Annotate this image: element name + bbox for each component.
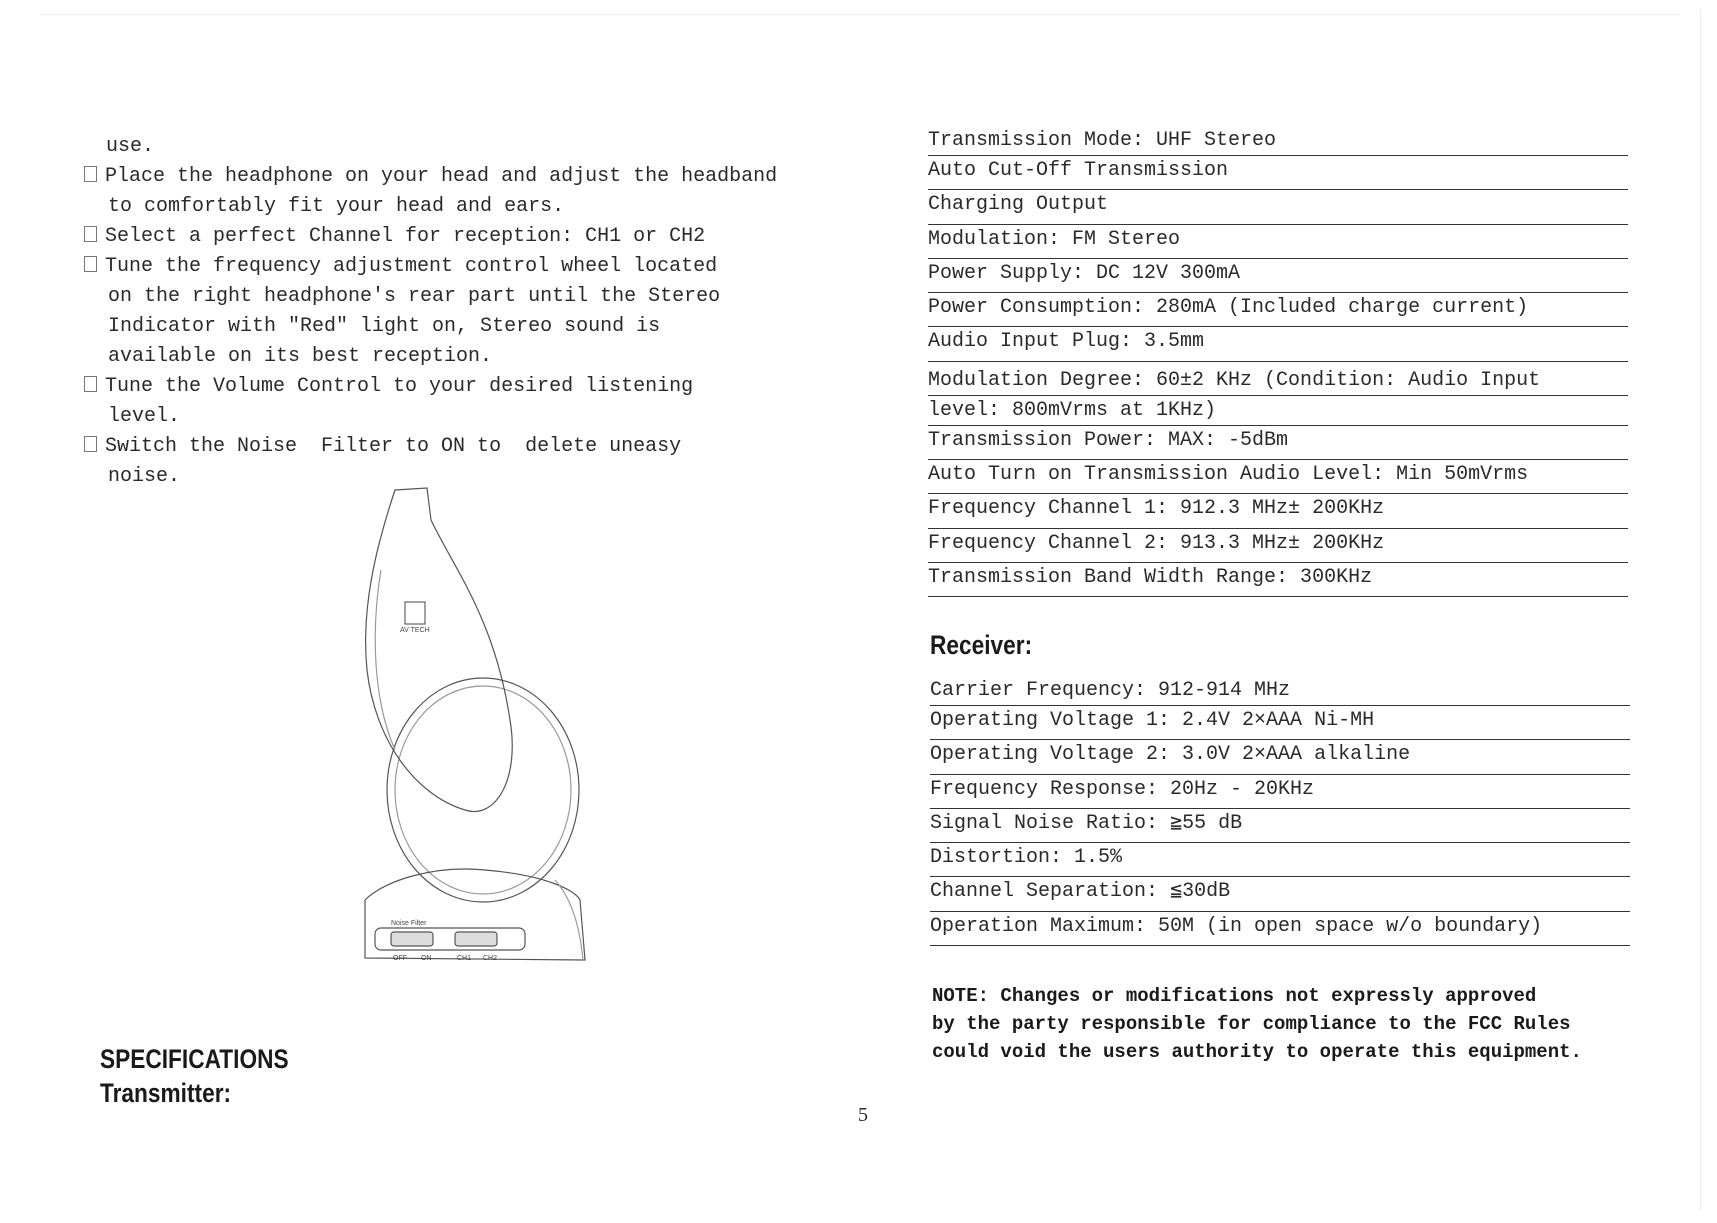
brand-logo-icon <box>405 602 425 624</box>
switch-position-label: ON <box>421 955 432 962</box>
checkbox-bullet-icon <box>84 256 97 272</box>
transmitter-heading: Transmitter: <box>100 1078 232 1108</box>
note-line: could void the users authority to operate this equipment. <box>932 1041 1582 1063</box>
instruction-item <box>84 222 804 252</box>
spec-row: Audio Input Plug: 3.5mm <box>928 327 1628 361</box>
switch-position-label: CH1 <box>457 955 472 962</box>
instruction-line: to comfortably fit your head and ears. <box>108 195 565 218</box>
spec-row: Distortion: 1.5% <box>930 843 1630 877</box>
instruction-line: Indicator with "Red" light on, Stereo sound is <box>108 315 661 338</box>
specifications-heading <box>100 1042 289 1110</box>
instruction-line: Select a perfect Channel for reception: CH1 or CH2 <box>105 225 706 248</box>
earcup-disc <box>387 678 579 902</box>
checkbox-bullet-icon <box>84 436 97 452</box>
spec-row: Auto Turn on Transmission Audio Level: Min 50mVrms <box>928 460 1628 494</box>
spec-row: Power Consumption: 280mA (Included charge current) <box>928 293 1628 327</box>
spec-row: Frequency Response: 20Hz - 20KHz <box>930 775 1630 809</box>
instruction-line: level. <box>108 405 181 428</box>
note-line: by the party responsible for compliance to the FCC Rules <box>932 1013 1571 1035</box>
receiver-spec-list <box>930 676 1630 946</box>
switch-label: Noise Filter <box>391 920 427 927</box>
instructions <box>84 132 804 492</box>
instruction-item <box>84 252 804 372</box>
instruction-continuation: use. <box>106 135 155 158</box>
spec-row-line: level: 800mVrms at 1KHz) <box>928 398 1217 422</box>
spec-row: Charging Output <box>928 190 1628 224</box>
instruction-line: Tune the frequency adjustment control wheel located <box>105 255 718 278</box>
spec-row: Auto Cut-Off Transmission <box>928 156 1628 190</box>
receiver-heading: Receiver: <box>930 630 1033 660</box>
instruction-line: on the right headphone's rear part until the Stereo <box>108 285 721 308</box>
noise-filter-switch <box>391 932 433 946</box>
spec-row: Operating Voltage 2: 3.0V 2×AAA alkaline <box>930 740 1630 774</box>
checkbox-bullet-icon <box>84 376 97 392</box>
spec-row: Transmission Band Width Range: 300KHz <box>928 563 1628 597</box>
spec-row: Power Supply: DC 12V 300mA <box>928 259 1628 293</box>
scan-edge-line <box>40 14 1680 15</box>
page-number: 5 <box>858 1104 868 1126</box>
spec-row: Carrier Frequency: 912-914 MHz <box>930 676 1630 706</box>
instruction-line: Tune the Volume Control to your desired listening <box>105 375 694 398</box>
spec-row: Frequency Channel 1: 912.3 MHz± 200KHz <box>928 494 1628 528</box>
spec-row: Modulation: FM Stereo <box>928 225 1628 259</box>
spec-row: Frequency Channel 2: 913.3 MHz± 200KHz <box>928 529 1628 563</box>
instruction-line: noise. <box>108 465 181 488</box>
spec-row-line: Modulation Degree: 60±2 KHz (Condition: Audio Input <box>928 366 1628 396</box>
switch-position-label: CH2 <box>483 955 498 962</box>
transmitter-spec-list <box>928 126 1628 597</box>
checkbox-bullet-icon <box>84 226 97 242</box>
spec-row: Channel Separation: ≦30dB <box>930 877 1630 911</box>
fcc-note <box>932 982 1632 1066</box>
instruction-line: Switch the Noise Filter to ON to delete uneasy <box>105 435 682 458</box>
switch-position-label: OFF <box>393 955 407 962</box>
headphone-transmitter-illustration <box>355 480 625 980</box>
scan-edge-line <box>1700 10 1701 1210</box>
spec-row-multiline <box>928 366 1628 426</box>
transmitter-body <box>366 488 513 812</box>
checkbox-bullet-icon <box>84 166 97 182</box>
spec-row: Operation Maximum: 50M (in open space w/o boundary) <box>930 912 1630 946</box>
channel-switch <box>455 932 497 946</box>
instruction-line: Place the headphone on your head and adjust the headband <box>105 165 778 188</box>
instruction-item <box>84 162 804 222</box>
spec-row: Transmission Mode: UHF Stereo <box>928 126 1628 156</box>
note-line: NOTE: Changes or modifications not expressly approved <box>932 985 1537 1007</box>
instruction-line: available on its best reception. <box>108 345 493 368</box>
spec-row: Transmission Power: MAX: -5dBm <box>928 426 1628 460</box>
specifications-title: SPECIFICATIONS <box>100 1044 289 1074</box>
spec-row: Operating Voltage 1: 2.4V 2×AAA Ni-MH <box>930 706 1630 740</box>
instruction-item <box>84 372 804 432</box>
brand-mark-label: AV TECH <box>400 627 430 634</box>
spec-row: Signal Noise Ratio: ≧55 dB <box>930 809 1630 843</box>
